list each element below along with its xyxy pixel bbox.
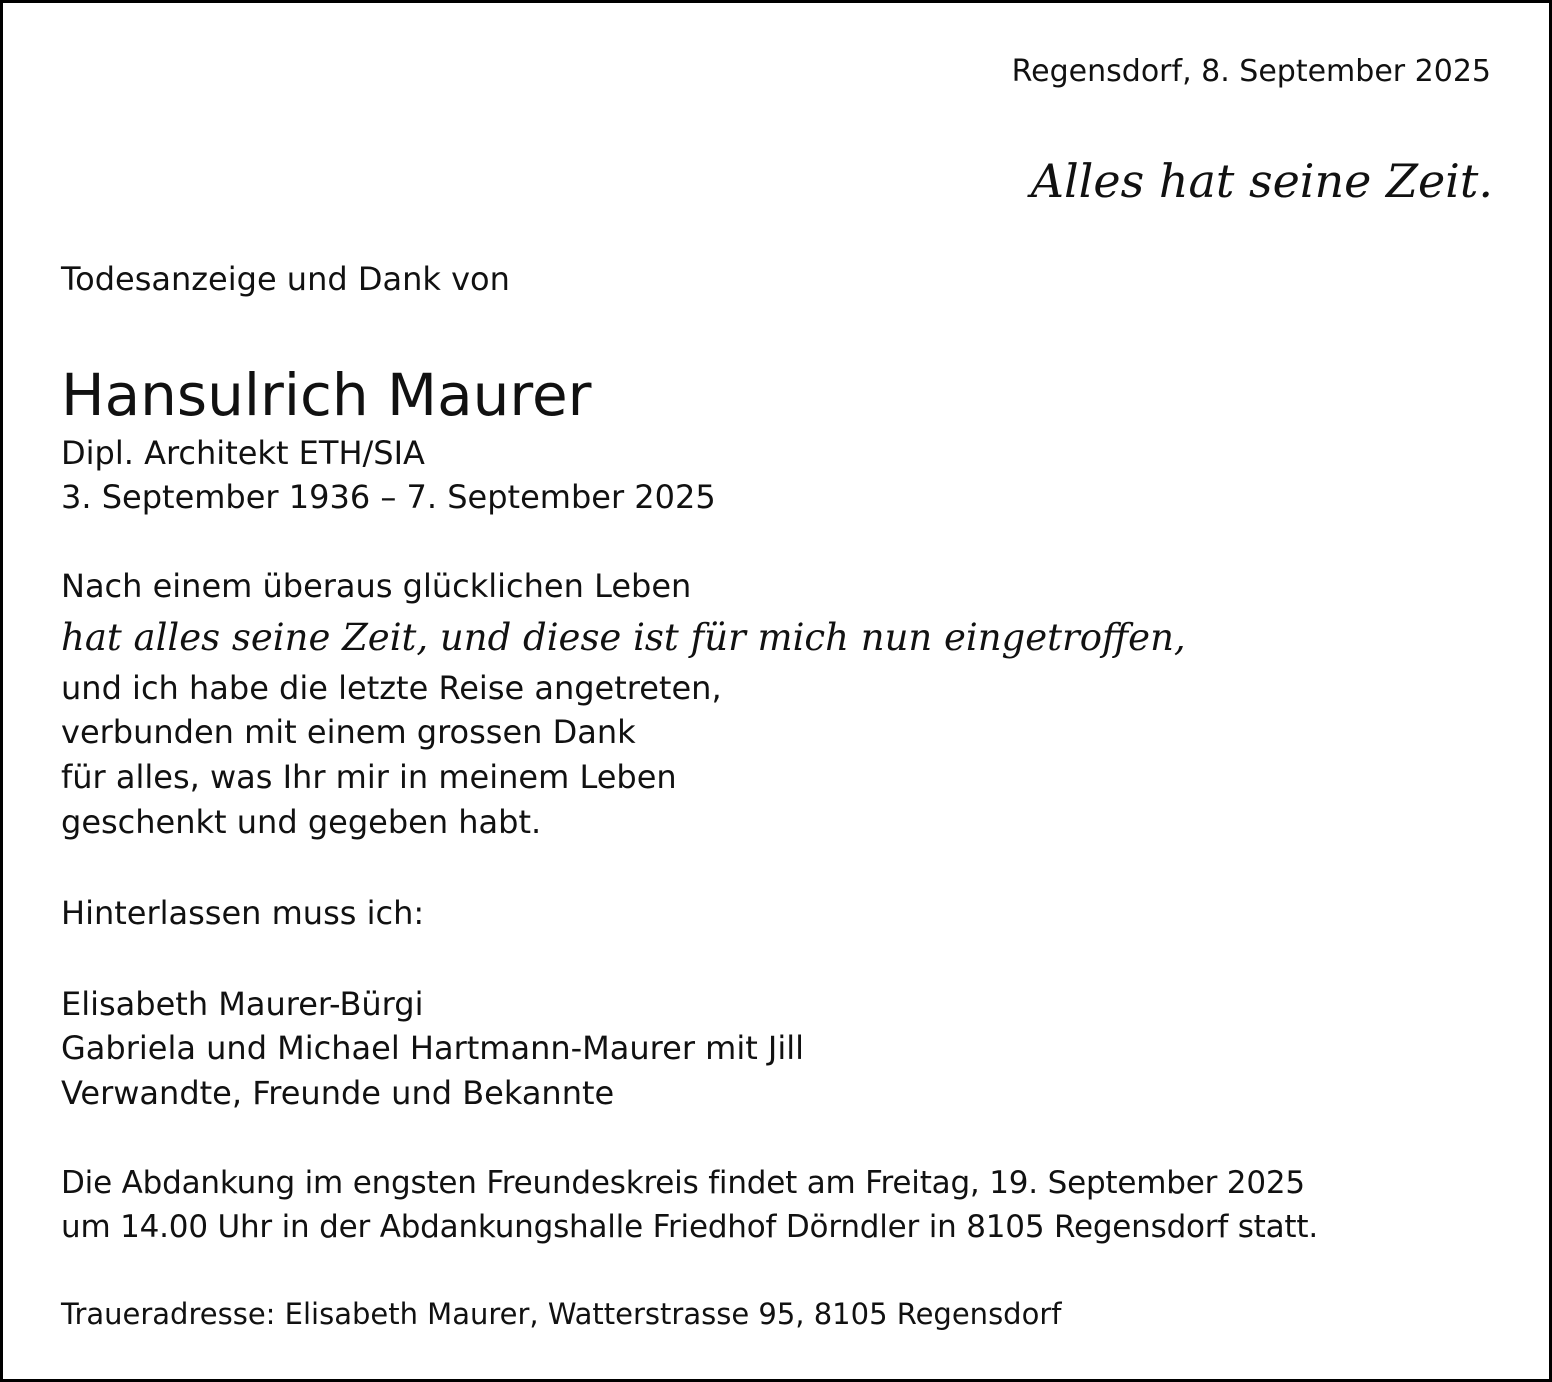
mourning-address: Traueradresse: Elisabeth Maurer, Watterstrasse 95, 8105 Regensdorf <box>61 1297 1062 1331</box>
place-date: Regensdorf, 8. September 2025 <box>1011 54 1491 89</box>
service-details-line: Die Abdankung im engsten Freundeskreis findet am Freitag, 19. September 2025 <box>61 1165 1305 1201</box>
service-details-line: um 14.00 Uhr in der Abdankungshalle Friedhof Dörndler in 8105 Regensdorf statt. <box>61 1209 1318 1245</box>
poem-line: für alles, was Ihr mir in meinem Leben <box>61 758 677 796</box>
poem-line: Nach einem überaus glücklichen Leben <box>61 567 692 605</box>
bereaved-heading: Hinterlassen muss ich: <box>61 894 425 932</box>
bereaved-entry: Verwandte, Freunde und Bekannte <box>61 1074 615 1112</box>
deceased-profession: Dipl. Architekt ETH/SIA <box>61 434 425 472</box>
poem-line: verbunden mit einem grossen Dank <box>61 713 636 751</box>
deceased-name: Hansulrich Maurer <box>61 361 592 429</box>
deceased-lifespan: 3. September 1936 – 7. September 2025 <box>61 478 716 516</box>
poem-line-script: hat alles seine Zeit, und diese ist für mich nun eingetroffen, <box>61 616 1186 659</box>
bereaved-entry: Elisabeth Maurer-Bürgi <box>61 985 424 1023</box>
intro-text: Todesanzeige und Dank von <box>61 260 510 298</box>
motto: Alles hat seine Zeit. <box>1030 154 1493 208</box>
bereaved-entry: Gabriela und Michael Hartmann-Maurer mit Jill <box>61 1029 805 1067</box>
poem-line: und ich habe die letzte Reise angetreten, <box>61 669 722 707</box>
poem-line: geschenkt und gegeben habt. <box>61 803 542 841</box>
